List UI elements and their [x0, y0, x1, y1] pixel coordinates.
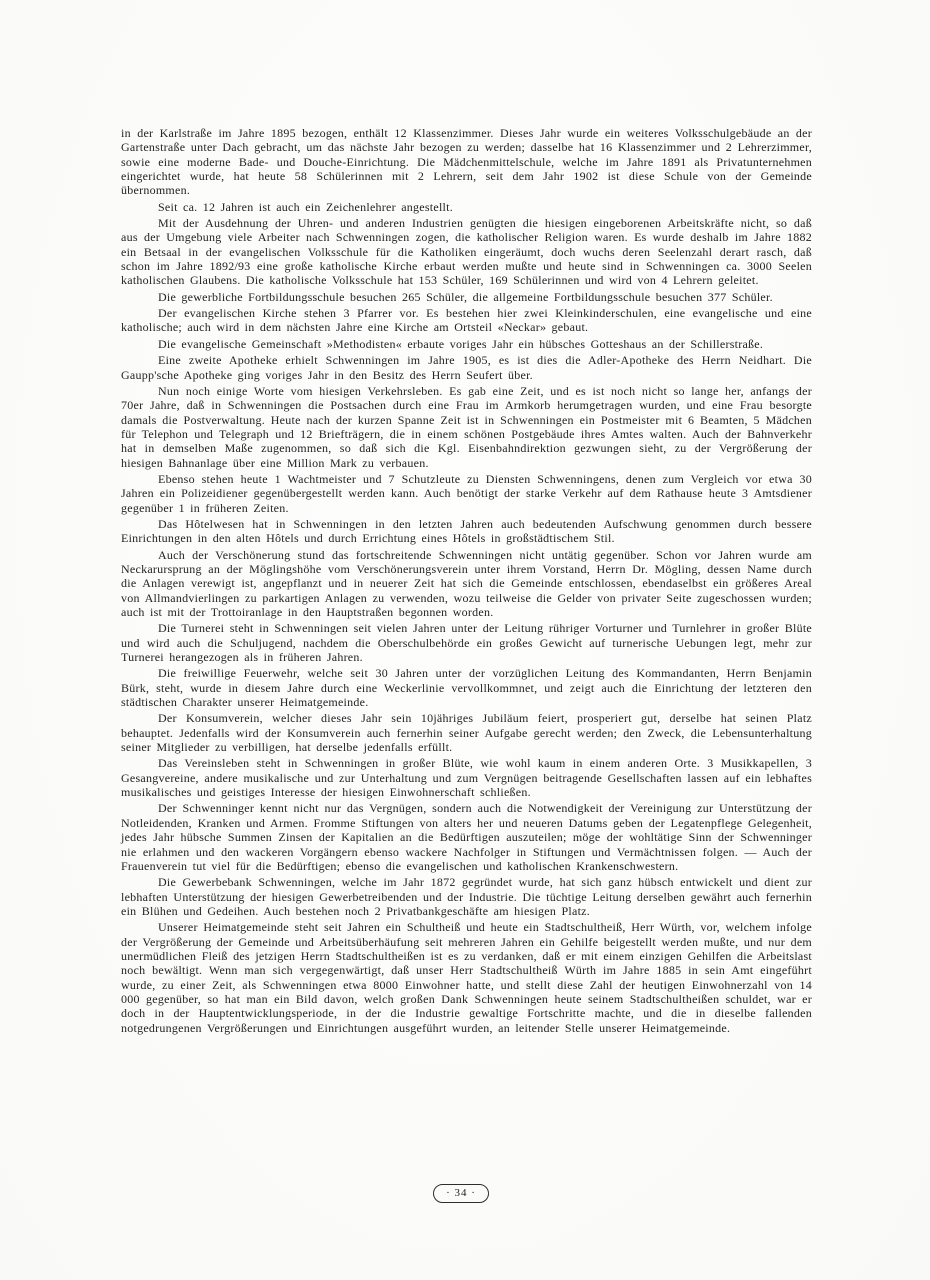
text-block [121, 126, 812, 1037]
page-number-badge: · 34 · [433, 1184, 489, 1203]
paragraph: Mit der Ausdehnung der Uhren- und anderen Industrien genügten die hiesigen eingeborenen Arbeitskräfte nicht, so daß aus der Umgebung viele Arbeiter nach Schwenningen zogen, die katholischer Religion waren. Es wurde deshalb im Jahre 1882 ein Betsaal in der evangelischen Volksschule für die Katholiken eingeräumt, doch wuchs deren Seelenzahl derart rasch, daß schon im Jahre 1892/93 eine große katholische Kirche erbaut werden mußte und heute sind in Schwenningen ca. 3000 Seelen katholischen Glaubens. Die katholische Volksschule hat 153 Schüler, 169 Schülerinnen und wird von 4 Lehrern geleitet. [121, 216, 812, 288]
paragraph: Die freiwillige Feuerwehr, welche seit 30 Jahren unter der vorzüglichen Leitung des Kommandanten, Herrn Benjamin Bürk, steht, wurde in diesem Jahre durch eine Weckerlinie vervollkommnet, und zeigt auch die Einrichtung der letzteren den städtischen Charakter unserer Heimatgemeinde. [121, 666, 812, 710]
paragraph: Der evangelischen Kirche stehen 3 Pfarrer vor. Es bestehen hier zwei Kleinkinderschulen, eine evangelische und eine katholische; auch wird in dem nächsten Jahre eine Kirche am Ortsteil «Neckar» gebaut. [121, 306, 812, 335]
paragraph: Ebenso stehen heute 1 Wachtmeister und 7 Schutzleute zu Diensten Schwenningens, denen zum Vergleich vor etwa 30 Jahren ein Polizeidiener gegenübergestellt werden kann. Auch benötigt der starke Verkehr auf dem Rathause heute 3 Amtsdiener gegenüber 1 in früheren Zeiten. [121, 471, 812, 515]
paragraph: Seit ca. 12 Jahren ist auch ein Zeichenlehrer angestellt. [158, 199, 453, 214]
paragraph: Nun noch einige Worte vom hiesigen Verkehrsleben. Es gab eine Zeit, und es ist noch nicht so lange her, anfangs der 70er Jahre, daß in Schwenningen die Postsachen durch eine Frau im Armkorb herumgetragen wurden, und eine Frau besorgte damals die Postverwaltung. Heute nach der kurzen Spanne Zeit ist in Schwenningen ein Postmeister mit 6 Beamten, 5 Mädchen für Telephon und Telegraph und 12 Briefträgern, die in einem schönen Postgebäude ihres Amtes walten. Auch der Bahnverkehr hat in demselben Maße zugenommen, so daß sich die Kgl. Eisenbahndirektion gezwungen sieht, zu der Vergrößerung der hiesigen Bahnanlage über eine Million Mark zu verbauen. [121, 383, 812, 470]
paragraph: Das Hôtelwesen hat in Schwenningen in den letzten Jahren auch bedeutenden Aufschwung genommen durch bessere Einrichtungen in den alten Hôtels und durch Errichtung eines Hôtels in großstädtischem Stil. [121, 516, 812, 546]
paragraph: Der Konsumverein, welcher dieses Jahr sein 10jähriges Jubiläum feiert, prosperiert gut, derselbe hat seinen Platz behauptet. Jedenfalls wird der Konsumverein auch fernerhin seiner Aufgabe gerecht werden; den Zweck, die Lebensunterhaltung seiner Mitglieder zu verbilligen, hat derselbe jedenfalls erfüllt. [121, 711, 812, 755]
paragraph: Das Vereinsleben steht in Schwenningen in großer Blüte, wie wohl kaum in einem anderen Orte. 3 Musikkapellen, 3 Gesangvereine, andere musikalische und zur Unterhaltung und zum Vergnügen beitragende Gesellschaften lassen auf ein lebhaftes musikalisches und geistiges Interesse der hiesigen Einwohnerschaft schließen. [121, 756, 812, 800]
paragraph: Unserer Heimatgemeinde steht seit Jahren ein Schultheiß und heute ein Stadtschultheiß, Herr Würth, vor, welchem infolge der Vergrößerung der Gemeinde und Arbeitsüberhäufung seit mehreren Jahren ein Gehilfe beigestellt werden mußte, und nur dem unermüdlichen Fleiß des jetzigen Herrn Stadtschultheißen ist es zu verdanken, daß er mit einem einzigen Gehilfen die Arbeitslast noch bewältigt. Wenn man sich vergegenwärtigt, daß unser Herr Stadtschultheiß Würth im Jahre 1885 in sein Amt eingeführt wurde, zu einer Zeit, als Schwenningen etwa 8000 Einwohner hatte, und stellt diese Zahl der heutigen Einwohnerzahl von 14 000 gegenüber, so hat man ein Bild davon, welch großen Dank Schwenningen heute seinem Stadtschultheißen schuldet, war er doch in der Hauptentwicklungsperiode, in der die Industrie gewaltige Fortschritte machte, und die in dieselbe fallenden notgedrungenen Vergrößerungen und Einrichtungen ausgeführt wurden, an leitender Stelle unserer Heimatgemeinde. [121, 920, 812, 1035]
paragraph: Die evangelische Gemeinschaft »Methodisten« erbaute voriges Jahr ein hübsches Gotteshaus an der Schillerstraße. [158, 336, 764, 351]
paragraph: Die gewerbliche Fortbildungsschule besuchen 265 Schüler, die allgemeine Fortbildungsschule besuchen 377 Schüler. [158, 289, 773, 304]
paragraph: Der Schwenninger kennt nicht nur das Vergnügen, sondern auch die Notwendigkeit der Vereinigung zur Unterstützung der Notleidenden, Kranken und Armen. Fromme Stiftungen von alters her und neueren Datums geben der Legatenpflege Gelegenheit, jedes Jahr hübsche Summen Zinsen der Kapitalien an die Bedürftigen auszuteilen; möge der wohltätige Sinn der Schwenninger nie erlahmen und den wackeren Vorgängern ebenso wackere Nachfolger in Stiftungen und Vermächtnissen folgen. — Auch der Frauenverein tut viel für die Bedürftigen; ebenso die evangelischen und katholischen Krankenschwestern. [121, 801, 812, 873]
paragraph: Auch der Verschönerung stund das fortschreitende Schwenningen nicht untätig gegenüber. Schon vor Jahren wurde am Neckarursprung an der Möglingshöhe vom Verschönerungsverein unter ihrem Vorstand, Herrn Dr. Mögling, dessen Name durch die Anlagen verewigt ist, angepflanzt und in neuerer Zeit hat sich die Gemeinde entschlossen, ebendaselbst ein größeres Areal von Allmandvierlingen zu parkartigen Anlagen zu verwenden, wozu teilweise die Gelder von privater Seite zugeschossen wurden; auch ist mit der Trottoiranlage in den Hauptstraßen begonnen worden. [121, 547, 812, 619]
paragraph: in der Karlstraße im Jahre 1895 bezogen, enthält 12 Klassenzimmer. Dieses Jahr wurde ein weiteres Volksschulgebäude an der Gartenstraße unter Dach gebracht, um das nächste Jahr bezogen zu werden; dasselbe hat 16 Klassenzimmer und 2 Lehrerzimmer, sowie eine moderne Bade- und Douche-Einrichtung. Die Mädchenmittelschule, welche im Jahre 1891 als Privatunternehmen eingerichtet wurde, hat heute 58 Schülerinnen mit 2 Lehrern, seit dem Jahr 1902 ist diese Schule von der Gemeinde übernommen. [121, 126, 812, 198]
paragraph: Die Turnerei steht in Schwenningen seit vielen Jahren unter der Leitung rühriger Vorturner und Turnlehrer in großer Blüte und wird auch die Schuljugend, nachdem die Oberschulbehörde ein großes Gewicht auf turnerische Uebungen legt, mehr zur Turnerei herangezogen als in früheren Jahren. [121, 621, 812, 665]
paragraph: Die Gewerbebank Schwenningen, welche im Jahr 1872 gegründet wurde, hat sich ganz hübsch entwickelt und dient zur lebhaften Unterstützung der hiesigen Gewerbetreibenden und der Industrie. Die tüchtige Leitung derselben gewährt auch fernerhin ein Blühen und Gedeihen. Auch bestehen noch 2 Privatbankgeschäfte am hiesigen Platz. [121, 875, 812, 918]
paragraph: Eine zweite Apotheke erhielt Schwenningen im Jahre 1905, es ist dies die Adler-Apotheke des Herrn Neidhart. Die Gaupp'sche Apotheke ging voriges Jahr in den Besitz des Herrn Seufert über. [121, 353, 812, 382]
